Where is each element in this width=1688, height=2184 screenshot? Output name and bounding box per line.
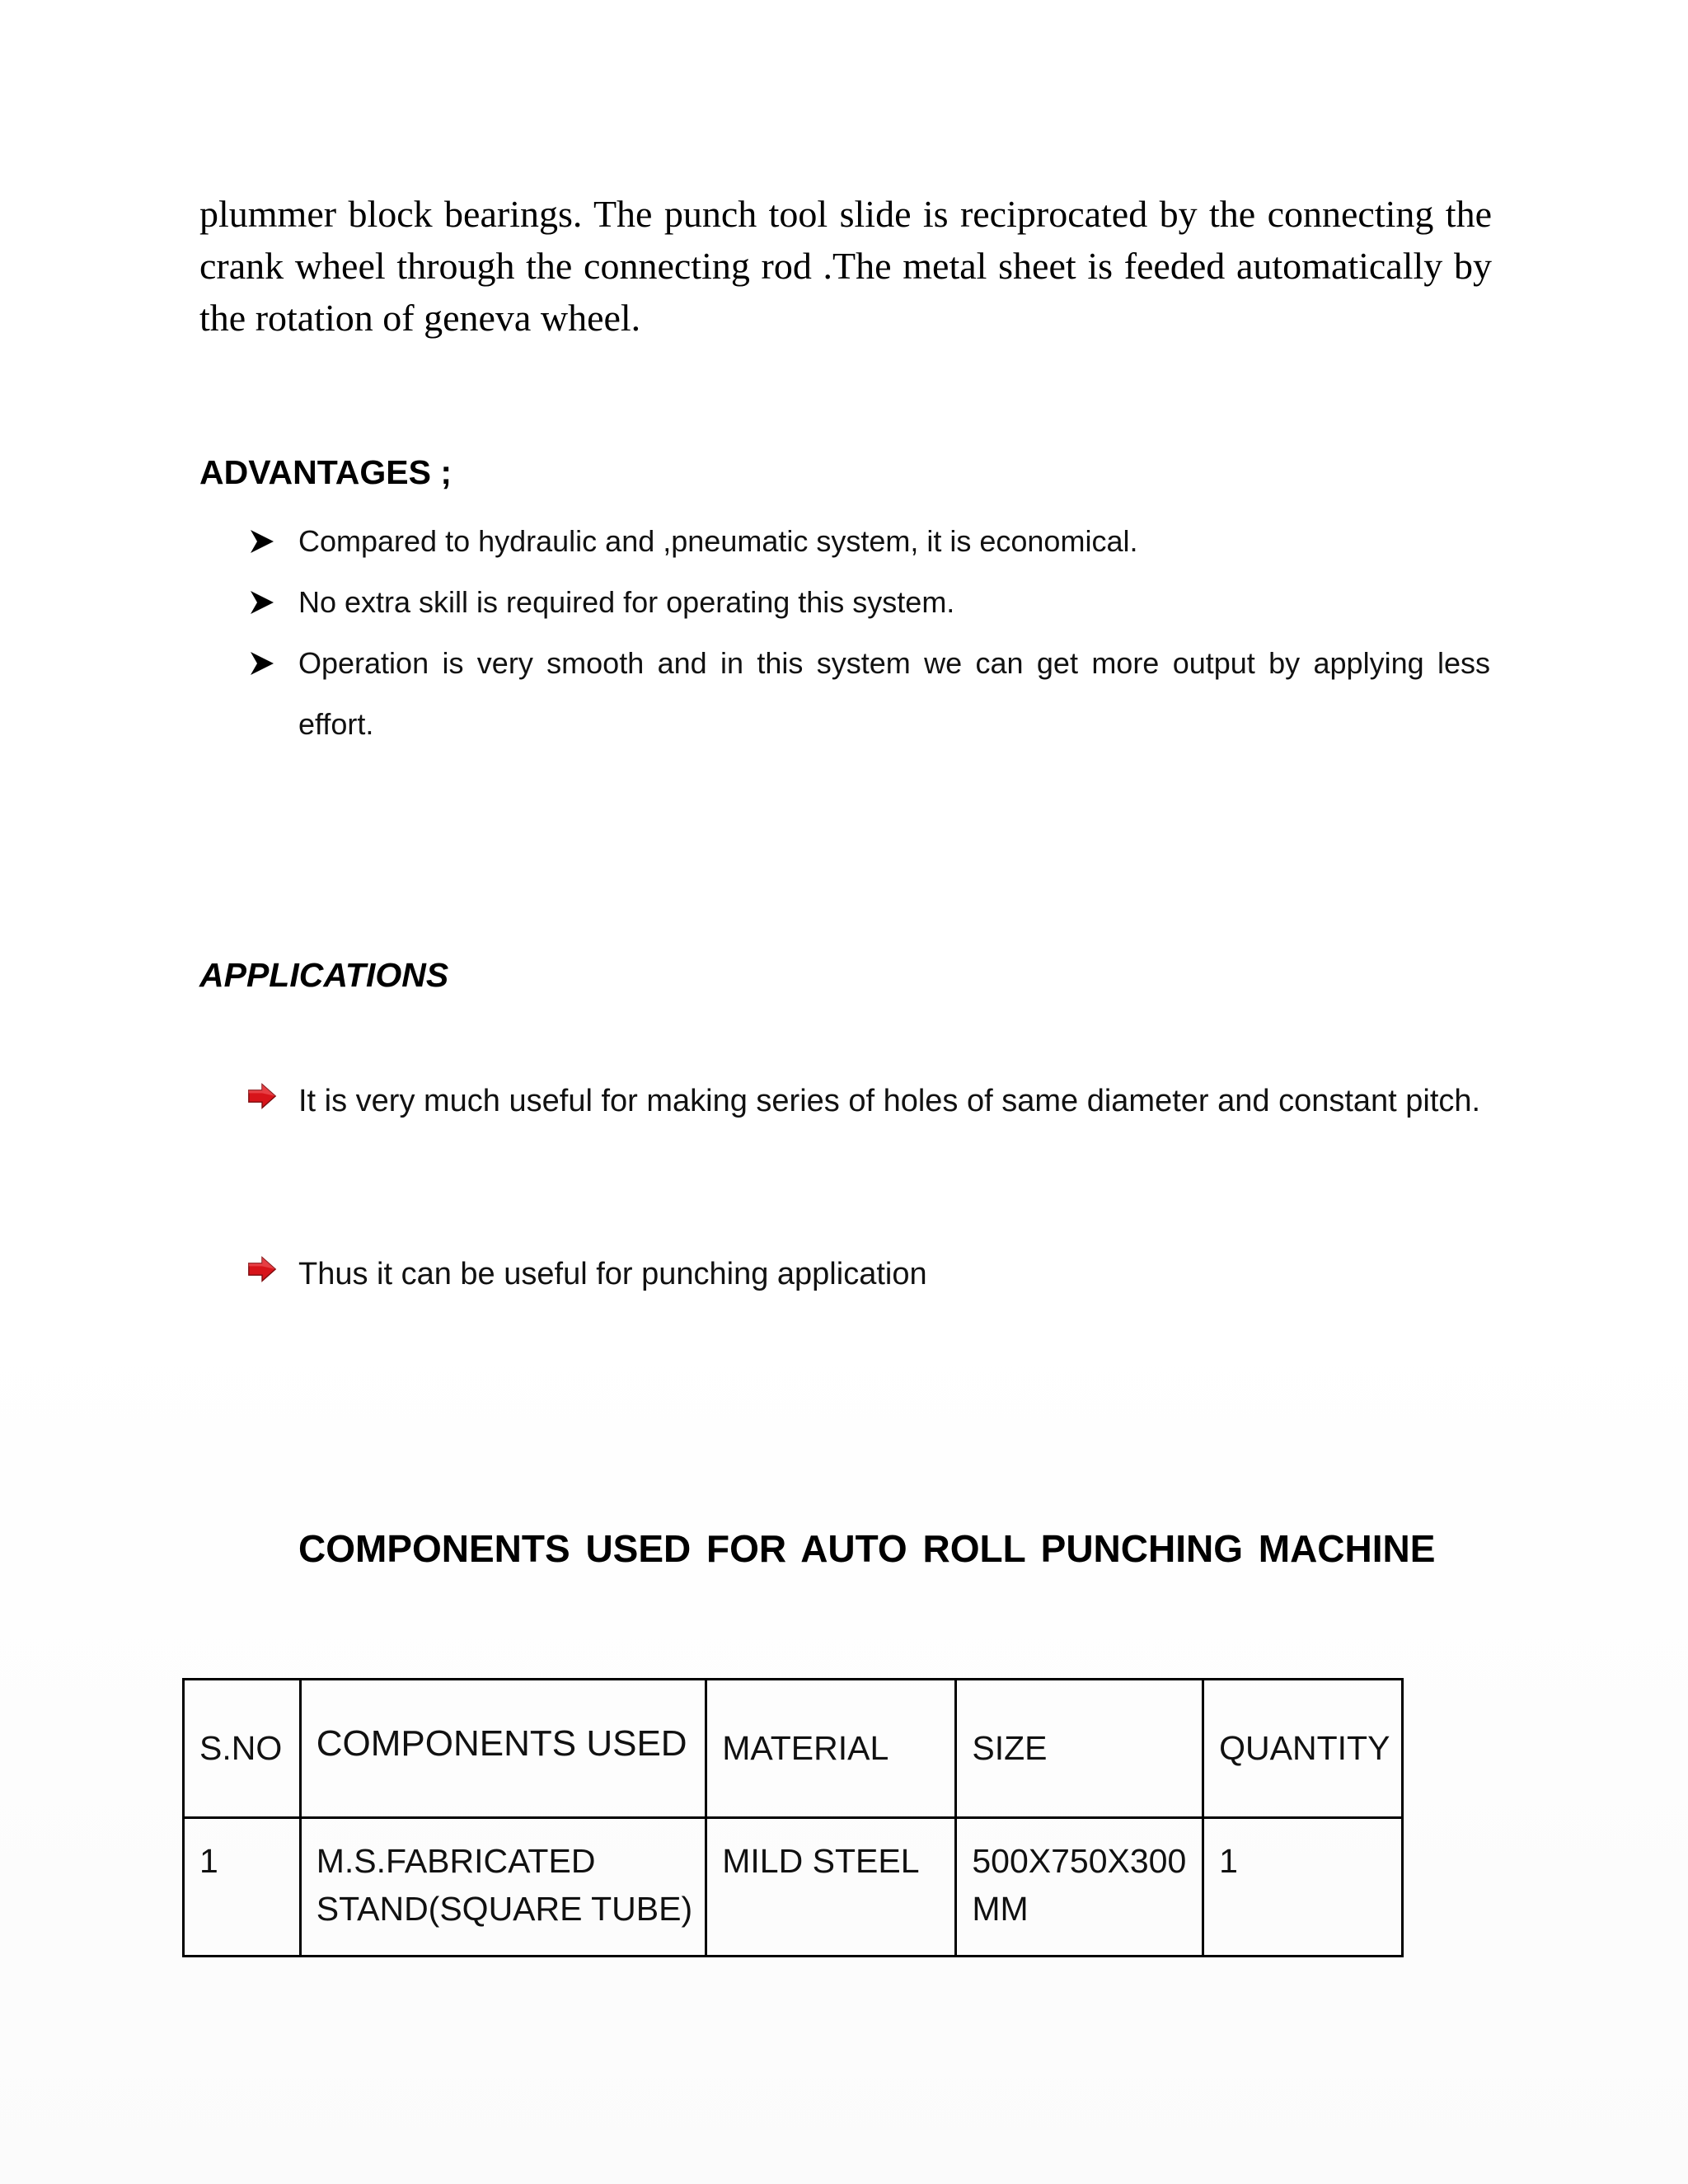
arrowhead-check-icon xyxy=(247,649,277,678)
table-header-row xyxy=(184,1680,1403,1818)
column-header: MATERIAL xyxy=(706,1680,956,1818)
red-arrow-icon xyxy=(247,1081,277,1111)
advantage-text: Operation is very smooth and in this system we can get more output by applying less effort. xyxy=(298,646,1490,741)
table-cell: 1 xyxy=(1203,1818,1403,1957)
column-header: S.NO xyxy=(184,1680,301,1818)
table-cell: 500X750X300 MM xyxy=(956,1818,1203,1957)
table-cell: M.S.FABRICATED STAND(SQUARE TUBE) xyxy=(300,1818,706,1957)
application-text: It is very much useful for making series of holes of same diameter and constant pitch. xyxy=(298,1084,1481,1118)
application-text: Thus it can be useful for punching application xyxy=(298,1257,927,1291)
advantage-text: Compared to hydraulic and ,pneumatic system, it is economical. xyxy=(298,524,1138,558)
table-cell: 1 xyxy=(184,1818,301,1957)
arrowhead-check-icon xyxy=(247,527,277,556)
intro-paragraph: plummer block bearings. The punch tool slide is reciprocated by the connecting the crank wheel through the connecting rod .The metal sheet is feeded automatically by the rotation of geneva wheel. xyxy=(199,193,1492,339)
column-header xyxy=(300,1680,706,1818)
table-cell: MILD STEEL xyxy=(706,1818,956,1957)
column-header: QUANTITY xyxy=(1203,1680,1403,1818)
list-item xyxy=(298,1231,1490,1317)
table-row xyxy=(184,1818,1403,1957)
applications-heading: APPLICATIONS xyxy=(199,956,449,994)
list-item xyxy=(298,511,1490,572)
advantages-heading: ADVANTAGES ; xyxy=(199,453,452,491)
column-header-text: COMPONENTS USED xyxy=(316,1722,687,1764)
column-header: SIZE xyxy=(956,1680,1203,1818)
list-item xyxy=(298,633,1490,755)
red-arrow-icon xyxy=(247,1254,277,1284)
components-heading: COMPONENTS USED FOR AUTO ROLL PUNCHING MACHINE xyxy=(298,1527,1436,1570)
components-table xyxy=(182,1678,1404,1957)
advantage-text: No extra skill is required for operating this system. xyxy=(298,585,955,619)
list-item xyxy=(298,1058,1490,1144)
list-item xyxy=(298,572,1490,633)
arrowhead-check-icon xyxy=(247,588,277,617)
